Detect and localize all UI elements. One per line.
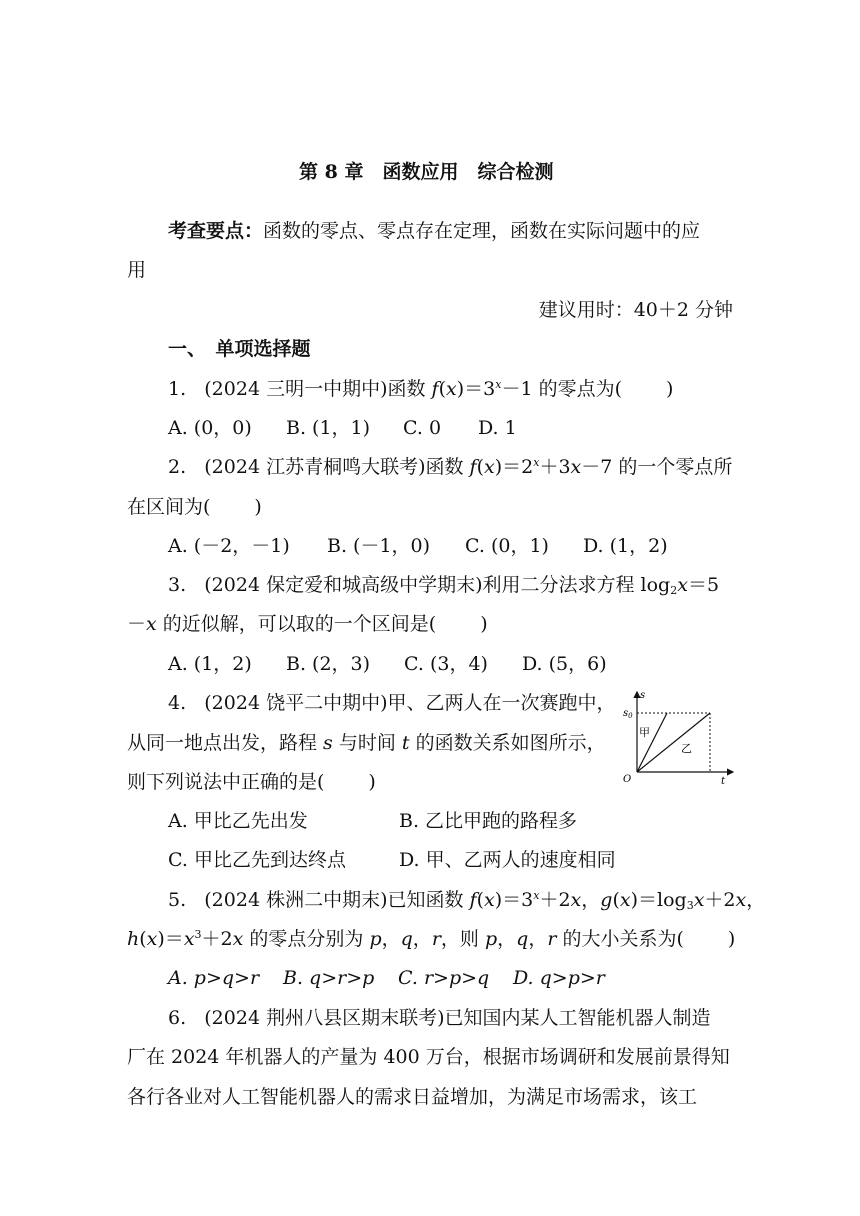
q5-g: g [600,889,613,911]
q3-text: 利用二分法求方程 log [482,574,671,596]
axis-s-label: s [640,690,646,701]
q3-base: 2 [670,584,678,597]
q2-close: ) [254,496,262,518]
q2-eq: )＝2 [494,456,534,478]
q2-text: 函数 [425,456,470,478]
q2-f: f [469,456,477,478]
q5-x8: x [232,928,244,950]
q2-option-c[interactable]: C. (0，1) [465,535,549,557]
q4-line2-a: 从同一地点出发，路程 [127,732,324,754]
q1-source: (2024 三明一中期中) [204,378,388,400]
question-2: 2. (2024 江苏青桐鸣大联考)函数 $f(x)=2^x+3x-7$ 的一个零点所 [168,456,733,478]
q1-option-a[interactable]: A. (0，0) [168,417,252,439]
q5-base: 3 [686,899,694,912]
q5-x1: x [484,889,495,911]
q3-number: 3. [168,574,187,596]
q1-text: 函数 [387,378,432,400]
q5-x2: x [570,889,582,911]
q2-option-d[interactable]: D. (1，2) [583,535,668,557]
q4-s: s [323,732,333,754]
q5-comma2: ， [746,889,766,911]
q4-source: (2024 饶平二中期中) [204,692,388,714]
q2-option-b[interactable]: B. (－1，0) [327,535,431,557]
q5-r: r [431,928,441,950]
q5-x5: x [735,889,747,911]
q1-x: x [446,378,457,400]
q5-line2-c: ，则 [440,928,485,950]
question-3 [168,572,719,598]
q4-option-b[interactable]: B. 乙比甲跑的路程多 [399,810,578,832]
q4-figure [615,688,740,788]
question-5: 5. (2024 株洲二中期末)已知函数 $f(x)=3^x+2x$，$g(x)=\log_3x+2x$， [168,889,766,912]
q5-option-c[interactable]: C. r>p>q [398,967,490,989]
q5-x6: x [146,928,158,950]
q3-option-c[interactable]: C. (3，4) [404,653,488,675]
q5-source: (2024 株洲二中期末) [204,889,388,911]
q5-line2-b: 的零点分别为 [243,928,370,950]
q5-plus1: ＋2 [539,889,571,911]
q5-comma1: ， [581,889,601,911]
q5-x7: x [183,928,195,950]
q4-t: t [401,732,410,754]
q5-plus2: ＋2 [704,889,736,911]
q1-f: f [431,378,439,400]
question-2-line-2 [127,494,262,520]
q2-option-a[interactable]: A. (－2，－1) [168,535,290,557]
q4-line1: 甲、乙两人在一次赛跑中， [387,692,616,714]
q5-plus3: ＋2 [201,928,233,950]
q2-mid: ＋3 [539,456,571,478]
question-1: 1. (2024 三明一中期中)函数 $f(x)=3^x-1$ 的零点为( ) [168,378,674,400]
question-4-line-3 [127,769,376,795]
q4-line3: 则下列说法中正确的是( [127,771,325,793]
q5-text: 已知函数 [387,889,470,911]
q5-eq1: )＝3 [494,889,534,911]
focus-line-1 [168,218,700,244]
q3-x: x [677,574,688,596]
q5-q2: q [516,928,529,950]
q5-option-d[interactable]: D. q>p>r [513,967,605,989]
q4-option-c[interactable]: C. 甲比乙先到达终点 [168,849,346,871]
focus-label: 考查要点： [168,220,264,242]
page-title: 第 8 章 函数应用 综合检测 [299,161,554,183]
q4-option-d[interactable]: D. 甲、乙两人的速度相同 [399,849,616,871]
q2-x: x [484,456,495,478]
q6-source: (2024 荆州八县区期末联考) [204,1007,445,1029]
q2-exp: x [533,456,540,469]
q3-option-d[interactable]: D. (5，6) [522,653,607,675]
q5-option-b[interactable]: B. q>r>p [283,967,375,989]
q2-line2: 在区间为( [127,496,211,518]
s0-label: $s_0$ [623,708,633,720]
q5-eq3: )＝ [157,928,184,950]
question-5-line-2: $h(x)=x^3+2x$ 的零点分别为 p，q，r，则 p，q，r 的大小关系为( ) [127,928,736,950]
q1-close: ) [666,378,674,400]
label-yi: 乙 [681,742,692,755]
q5-p2: p [484,928,498,950]
q2-number: 2. [168,456,187,478]
q5-number: 5. [168,889,187,911]
q5-f: f [469,889,477,911]
q1-eq: )＝3 [456,378,496,400]
q5-p: p [369,928,382,950]
q2-tail: －7 的一个零点所 [581,456,733,478]
question-6-line-3: 各行各业对人工智能机器人的需求日益增加，为满足市场需求，该工 [127,1086,698,1108]
q6-line1: 已知国内某人工智能机器人制造 [444,1007,711,1029]
focus-text: 函数的零点、零点存在定理，函数在实际问题中的应 [263,220,701,242]
q2-source: (2024 江苏青桐鸣大联考) [204,456,426,478]
q3-x2: x [146,613,157,635]
q3-option-a[interactable]: A. (1，2) [168,653,252,675]
q1-text-b: －1 的零点为( [501,378,622,400]
line-jia [637,713,667,772]
q3-line2: 的近似解，可以取的一个区间是( [156,613,437,635]
q6-number: 6. [168,1007,187,1029]
q5-x3: x [619,889,631,911]
section-heading: 一、 单项选择题 [168,338,311,360]
q4-line2-c: 的函数关系如图所示， [409,732,606,754]
q3-close: ) [480,613,488,635]
question-4-line-2 [127,730,606,756]
q5-exp1: x [533,889,540,902]
q5-option-a[interactable]: A. p>q>r [168,967,260,989]
origin-label: O [623,774,632,785]
q3-option-b[interactable]: B. (2，3) [286,653,371,675]
q5-close: ) [727,928,736,950]
question-6 [168,1005,711,1031]
label-jia: 甲 [639,726,650,739]
q5-h: h [127,928,140,950]
q4-line2-b: 与时间 [332,732,402,754]
q5-r2: r [547,928,557,950]
q5-cube: 3 [194,928,202,941]
q4-option-a[interactable]: A. 甲比乙先出发 [168,810,308,832]
q5-x4: x [693,889,705,911]
question-3-line-2 [127,611,488,637]
q1-option-b[interactable]: B. (1，1) [286,417,371,439]
q4-number: 4. [168,692,187,714]
q5-q: q [400,928,413,950]
q1-number: 1. [168,378,187,400]
q1-option-c[interactable]: C. 0 [403,417,442,439]
q1-exp: x [495,378,502,391]
q5-eq2: )＝log [630,889,687,911]
q2-x2: x [570,456,582,478]
q3-minus: － [127,613,147,635]
question-4 [168,690,616,716]
time-note: 建议用时：40＋2 分钟 [538,299,733,321]
focus-line-2: 用 [127,259,147,281]
q5-line2-d: 的大小关系为( [556,928,684,950]
q3-tail: ＝5 [687,574,720,596]
question-6-line-2: 厂在 2024 年机器人的产量为 400 万台，根据市场调研和发展前景得知 [127,1046,730,1068]
q3-source: (2024 保定爱和城高级中学期末) [204,574,483,596]
axis-t-label: t [721,776,726,787]
line-yi [637,713,710,772]
q4-close: ) [368,771,376,793]
q1-option-d[interactable]: D. 1 [478,417,517,439]
